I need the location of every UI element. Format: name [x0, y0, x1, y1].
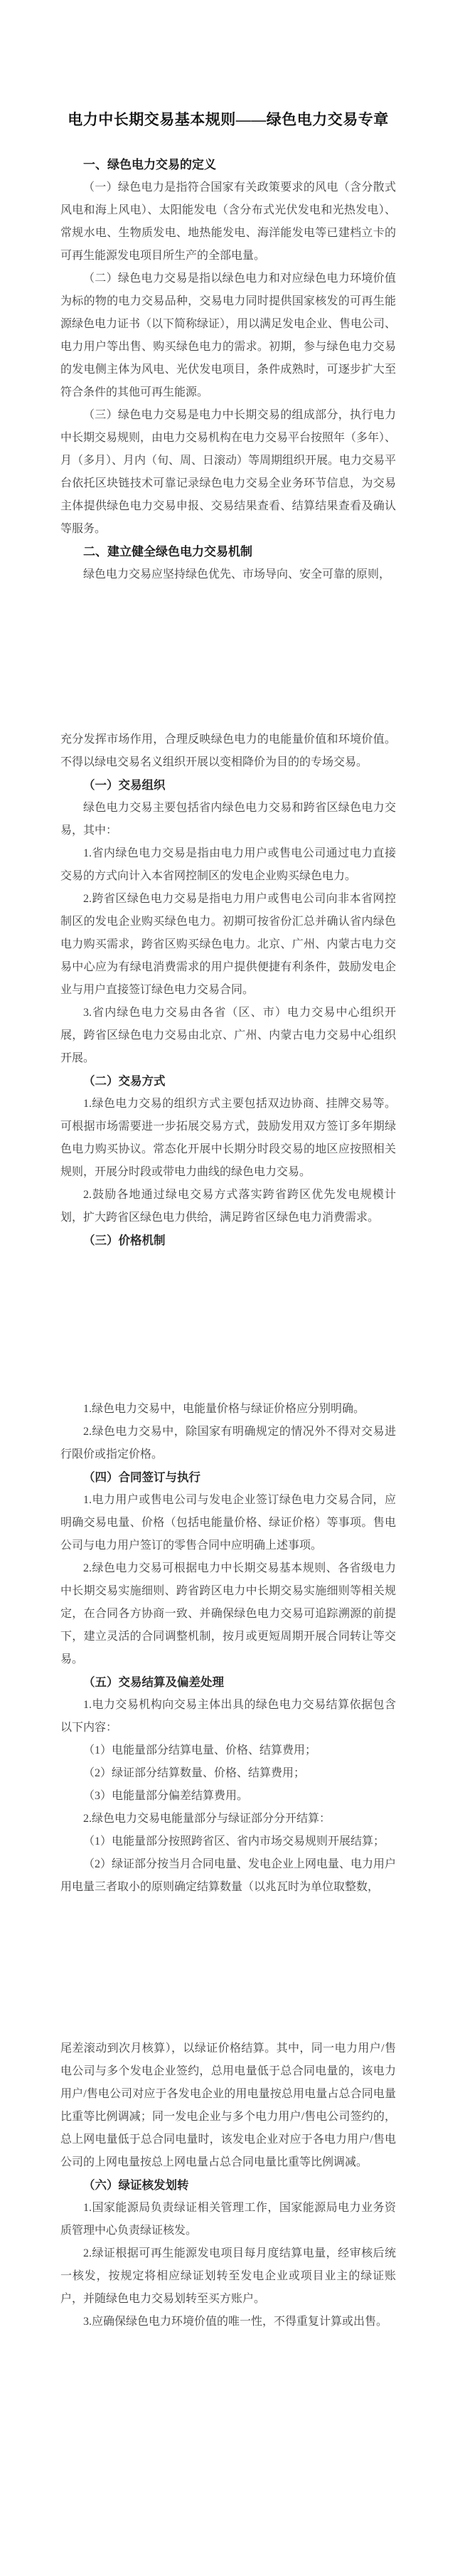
section-heading-2: 二、建立健全绿色电力交易机制	[83, 545, 252, 558]
paragraph: 2.绿色电力交易可根据电力中长期交易基本规则、各省级电力中长期交易实施细则、跨省跨区电力中长期交易实施细则等相关规定，在合同各方协商一致、并确保绿色电力交易可追踪溯源的前提下，建立灵活的合同调整机制，按月或更短周期开展合同转让等交易。	[60, 1562, 396, 1665]
paragraph: 1.省内绿色电力交易是指由电力用户或售电公司通过电力直接交易的方式向计入本省网控制区的发电企业购买绿色电力。	[60, 847, 396, 882]
paragraph: 1.绿色电力交易的组织方式主要包括双边协商、挂牌交易等。可根据市场需要进一步拓展交易方式，鼓励发用双方签订多年期绿色电力购买协议。常态化开展中长期分时段交易的地区应按照相关规则，开展分时段或带电力曲线的绿色电力交易。	[60, 1098, 396, 1178]
document-title: 电力中长期交易基本规则——绿色电力交易专章	[68, 111, 389, 128]
subsection-heading-trade-organization: （一）交易组织	[83, 778, 166, 792]
paragraph: 3.省内绿色电力交易由各省（区、市）电力交易中心组织开展，跨省区绿色电力交易由北京、广州、内蒙古电力交易中心组织开展。	[60, 1007, 396, 1064]
list-item: （2）绿证部分结算数量、价格、结算费用；	[83, 1767, 306, 1779]
subsection-heading-contract-signing: （四）合同签订与执行	[83, 1470, 200, 1484]
paragraph: 2.鼓励各地通过绿电交易方式落实跨省跨区优先发电规模计划，扩大跨省区绿色电力供给，满足跨省区绿色电力消费需求。	[60, 1189, 396, 1224]
paragraph: 2.绿证根据可再生能源发电项目每月度结算电量，经审核后统一核发，按规定将相应绿证划转至发电企业或项目业主的绿证账户，并随绿色电力交易划转至买方账户。	[60, 2247, 396, 2305]
list-item: （1）电能量部分按照跨省区、省内市场交易规则开展结算；	[83, 1835, 385, 1848]
paragraph: 2.绿色电力交易电能量部分与绿证部分分开结算：	[83, 1813, 331, 1825]
paragraph: 绿色电力交易主要包括省内绿色电力交易和跨省区绿色电力交易，其中：	[60, 802, 396, 837]
paragraph: 1.电力交易机构向交易主体出具的绿色电力交易结算依据包含以下内容：	[60, 1699, 396, 1734]
paragraph: 2.跨省区绿色电力交易是指电力用户或售电公司向非本省网控制区的发电企业购买绿色电力。初期可按省份汇总并确认省内绿色电力购买需求，跨省区购买绿色电力。北京、广州、内蒙古电力交易中心应为有绿电消费需求的用户提供便捷有利条件，鼓励发电企业与用户直接签订绿色电力交易合同。	[60, 893, 396, 996]
subsection-heading-green-certificate: （六）绿证核发划转	[83, 2178, 189, 2192]
paragraph: 绿色电力交易应坚持绿色优先、市场导向、安全可靠的原则，	[83, 568, 391, 581]
section-heading-1: 一、绿色电力交易的定义	[83, 158, 216, 171]
paragraph-continuation: 尾差滚动到次月核算），以绿证价格结算。其中，同一电力用户/售电公司与多个发电企业签约，总用电量低于总合同电量的，该电力用户/售电公司对应于各发电企业的用电量按总用电量占总合同电量比重等比例调减；同一发电企业与多个电力用户/售电公司签约的，总上网电量低于总合同电量时，该发电企业对应于各电力用户/售电公司的上网电量按总上网电量占总合同电量比重等比例调减。	[60, 2042, 396, 2168]
paragraph: （三）绿色电力交易是电力中长期交易的组成部分，执行电力中长期交易规则，由电力交易机构在电力交易平台按照年（多年）、月（多月）、月内（旬、周、日滚动）等周期组织开展。电力交易平台依托区块链技术可靠记录绿色电力交易全业务环节信息，为交易主体提供绿色电力交易申报、交易结果查看、结算结果查看及确认等服务。	[60, 409, 397, 535]
paragraph: （二）绿色电力交易是指以绿色电力和对应绿色电力环境价值为标的物的电力交易品种，交易电力同时提供国家核发的可再生能源绿色电力证书（以下简称绿证），用以满足发电企业、售电公司、电力用户等出售、购买绿色电力的需求。初期，参与绿色电力交易的发电侧主体为风电、光伏发电项目，条件成熟时，可逐步扩大至符合条件的其他可再生能源。	[60, 272, 397, 398]
list-item: （2）绿证部分按当月合同电量、发电企业上网电量、电力用户用电量三者取小的原则确定结算数量（以兆瓦时为单位取整数，	[60, 1858, 397, 1893]
list-item: （3）电能量部分偏差结算费用。	[83, 1790, 249, 1802]
page-break-gap	[60, 586, 396, 728]
paragraph: （一）绿色电力是指符合国家有关政策要求的风电（含分散式风电和海上风电）、太阳能发电（含分布式光伏发电和光热发电）、常规水电、生物质发电、地热能发电、海洋能发电等已建档立卡的可再生能源发电项目所生产的全部电量。	[60, 181, 396, 262]
subsection-heading-settlement: （五）交易结算及偏差处理	[83, 1675, 224, 1689]
paragraph-continuation: 充分发挥市场作用，合理反映绿色电力的电能量价值和环境价值。不得以绿电交易名义组织开展以变相降价为目的的专场交易。	[60, 733, 396, 768]
page-break-gap	[60, 1899, 396, 2037]
subsection-heading-price-mechanism: （三）价格机制	[83, 1234, 166, 1247]
paragraph: 2.绿色电力交易中，除国家有明确规定的情况外不得对交易进行限价或指定价格。	[60, 1426, 396, 1461]
page-break-gap	[60, 1252, 396, 1398]
paragraph: 1.电力用户或售电公司与发电企业签订绿色电力交易合同，应明确交易电量、价格（包括电能量价格、绿证价格）等事项。售电公司与电力用户签订的零售合同中应明确上述事项。	[60, 1494, 396, 1552]
subsection-heading-trade-mode: （二）交易方式	[83, 1074, 166, 1088]
paragraph: 3.应确保绿色电力环境价值的唯一性，不得重复计算或出售。	[83, 2316, 388, 2328]
paragraph: 1.国家能源局负责绿证相关管理工作，国家能源局电力业务资质管理中心负责绿证核发。	[60, 2202, 396, 2237]
list-item: （1）电能量部分结算电量、价格、结算费用；	[83, 1744, 317, 1756]
paragraph: 1.绿色电力交易中，电能量价格与绿证价格应分别明确。	[83, 1403, 365, 1415]
